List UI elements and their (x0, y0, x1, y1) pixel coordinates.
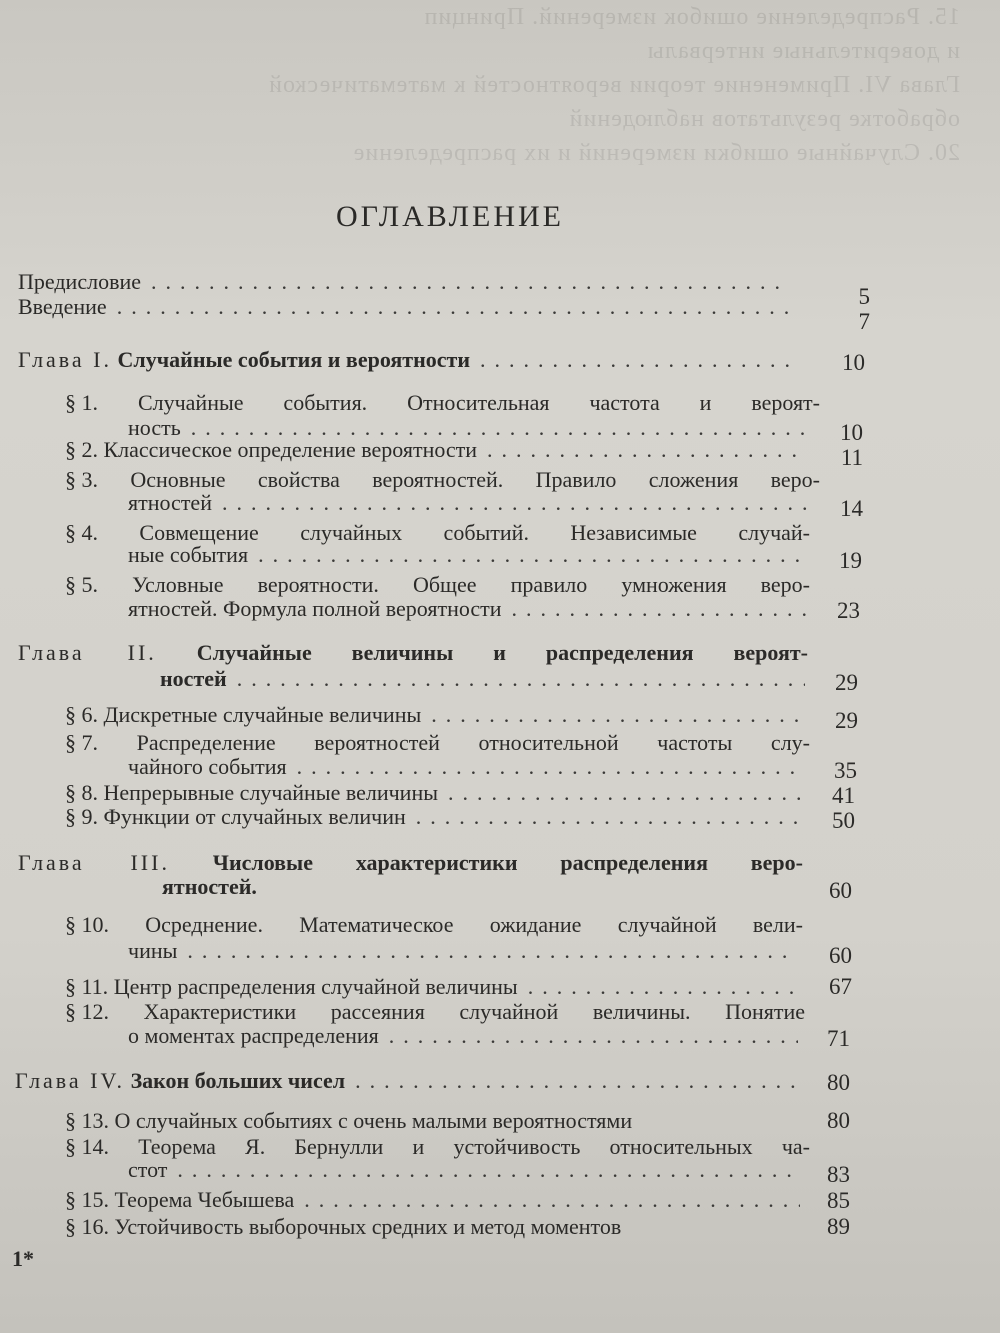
toc-section-5-cont (128, 594, 818, 624)
chapter-label: Глава I. (18, 347, 112, 372)
section-number: § 15. (65, 1187, 109, 1212)
section-number: § 1. (65, 390, 98, 415)
toc-section-16[interactable] (65, 1212, 810, 1242)
leader-dots (177, 1155, 798, 1185)
section-title: Осреднение. Математическое ожидание случайной вели- (145, 912, 803, 937)
toc-page-number: 10 (840, 420, 863, 445)
toc-page-number: 29 (835, 708, 858, 733)
toc-page-number: 11 (840, 445, 863, 470)
leader-dots (512, 594, 808, 624)
toc-chapter-4[interactable] (15, 1066, 805, 1096)
section-number: § 8. (65, 780, 98, 805)
toc-page-number: 5 (858, 284, 870, 309)
chapter-title: Закон больших чисел (130, 1068, 346, 1093)
page-title: ОГЛАВЛЕНИЕ (336, 200, 564, 233)
toc-section-6[interactable] (65, 700, 810, 730)
section-title: чины (128, 938, 178, 963)
chapter-label: Глава II. (18, 640, 157, 665)
toc-section-2[interactable] (65, 435, 815, 465)
section-title: Теорема Я. Бернулли и устойчивость относительных ча- (138, 1134, 811, 1159)
section-title: Случайные события. Относительная частота и вероят- (137, 390, 821, 415)
section-number: § 4. (65, 520, 98, 545)
signature-mark: 1* (12, 1246, 34, 1271)
section-title: О случайных событиях с очень малыми вероятностями (114, 1108, 633, 1133)
toc-section-12-cont (128, 1021, 808, 1051)
bleed-through-text: 15. Распределение ошибок измерений. Принцип и доверительные интервалы Глава VI. Применение теории вероятностей к математической обработке результатов наблюдений 20. Случайные ошибки измерений и их распределение (268, 4, 960, 166)
section-title: ятностей (128, 490, 212, 515)
section-number: § 16. (65, 1214, 109, 1239)
chapter-label: Глава III. (18, 850, 170, 875)
section-title: стот (128, 1157, 168, 1182)
chapter-title: Случайные величины и распределения вероят- (196, 640, 809, 665)
toc-entry-introduction[interactable] (18, 292, 798, 322)
toc-page-number: 83 (827, 1162, 850, 1187)
chapter-title: Случайные события и вероятности (117, 347, 471, 372)
leader-dots (117, 292, 788, 322)
toc-page-number: 71 (827, 1026, 850, 1051)
section-title: о моментах распределения (128, 1023, 379, 1048)
toc-page-number: 67 (829, 974, 852, 999)
toc-section-15[interactable] (65, 1185, 810, 1215)
section-title: Дискретные случайные величины (103, 702, 422, 727)
toc-page-number: 89 (827, 1214, 850, 1239)
section-title: Основные свойства вероятностей. Правило сложения веро- (130, 467, 821, 492)
section-title: Центр распределения случайной величины (113, 974, 518, 999)
section-number: § 2. (65, 437, 98, 462)
leader-dots (304, 1185, 800, 1215)
toc-page-number: 10 (842, 350, 865, 375)
section-title: Совмещение случайных событий. Независимые случай- (139, 520, 811, 545)
section-title: Условные вероятности. Общее правило умножения веро- (132, 572, 810, 597)
toc-chapter-3-cont (162, 872, 802, 902)
toc-page-number: 41 (832, 783, 855, 808)
section-title: Непрерывные случайные величины (103, 780, 439, 805)
section-title: Функции от случайных величин (103, 804, 406, 829)
section-number: § 3. (65, 467, 98, 492)
chapter-label: Глава IV. (15, 1068, 126, 1093)
section-number: § 9. (65, 804, 98, 829)
chapter-title: ятностей. (162, 874, 257, 899)
chapter-title: ностей (160, 666, 227, 691)
section-number: § 6. (65, 702, 98, 727)
section-title: ность (128, 415, 181, 440)
toc-entry-label: Предисловие (18, 269, 141, 294)
leader-dots (355, 1066, 795, 1096)
toc-page-number: 14 (840, 496, 863, 521)
leader-dots (187, 936, 793, 966)
leader-dots (258, 540, 803, 570)
section-title: Классическое определение вероятности (103, 437, 478, 462)
toc-page-number: 35 (834, 758, 857, 783)
section-title: Распределение вероятностей относительной частоты слу- (136, 730, 810, 755)
section-title: Устойчивость выборочных средних и метод моментов (114, 1214, 622, 1239)
section-title: Характеристики рассеяния случайной величины. Понятие (143, 999, 805, 1024)
toc-page-number: 7 (858, 309, 870, 334)
leader-dots (487, 435, 805, 465)
section-title: ные события (128, 542, 249, 567)
section-number: § 10. (65, 912, 109, 937)
toc-page-number: 29 (835, 670, 858, 695)
toc-section-9[interactable] (65, 802, 810, 832)
section-number: § 5. (65, 572, 98, 597)
leader-dots (389, 1021, 798, 1051)
toc-page-number: 60 (829, 943, 852, 968)
toc-page-number: 80 (827, 1070, 850, 1095)
leader-dots (222, 488, 808, 518)
toc-entry-label: Введение (18, 294, 107, 319)
toc-page-number: 80 (827, 1108, 850, 1133)
toc-chapter-2-cont (160, 664, 815, 694)
leader-dots (431, 700, 800, 730)
toc-page-number: 19 (839, 548, 862, 573)
toc-section-3-cont (128, 488, 818, 518)
leader-dots (480, 345, 798, 375)
toc-page-number: 85 (827, 1188, 850, 1213)
toc-chapter-1[interactable] (18, 345, 808, 375)
toc-section-14-cont (128, 1155, 808, 1185)
section-number: § 12. (65, 999, 109, 1024)
toc-page-number: 60 (829, 878, 852, 903)
section-title: чайного события (128, 754, 287, 779)
toc-section-10-cont (128, 936, 803, 966)
toc-page-number: 23 (837, 598, 860, 623)
section-number: § 7. (65, 730, 98, 755)
leader-dots (237, 664, 805, 694)
section-title: Теорема Чебышева (114, 1187, 295, 1212)
toc-section-4-cont (128, 540, 813, 570)
section-title: ятностей. Формула полной вероятности (128, 596, 502, 621)
toc-page-number: 50 (832, 808, 855, 833)
section-number: § 11. (65, 974, 109, 999)
chapter-title: Числовые характеристики распределения веро- (212, 850, 803, 875)
section-number: § 13. (65, 1108, 109, 1133)
leader-dots (416, 802, 800, 832)
section-number: § 14. (65, 1134, 109, 1159)
